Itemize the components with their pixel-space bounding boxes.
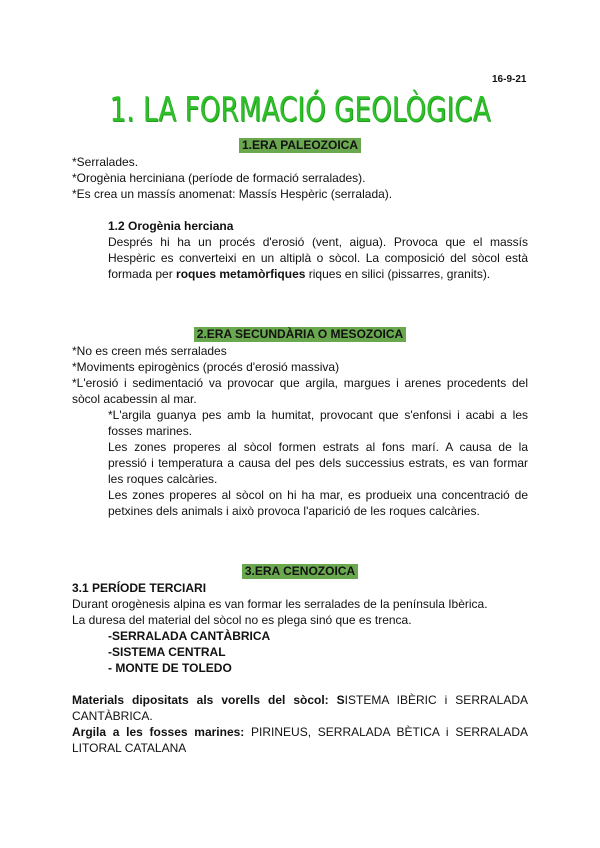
list-item: -SISTEMA CENTRAL — [108, 645, 226, 659]
paragraph-line: les roques calcàries. — [108, 472, 218, 486]
section-1-header-wrap — [0, 138, 600, 154]
list-item: *Es crea un massís anomenat: Massís Hespèric (serralada). — [72, 187, 393, 201]
paragraph-line: fosses marines. — [108, 424, 193, 438]
paragraph-line: pressió i temperatura a causa del pes dels successius estrats, es van formar — [108, 456, 528, 470]
page-title: 1. LA FORMACIÓ GEOLÒGICA — [109, 90, 491, 130]
section-2-header: 2.ERA SECUNDÀRIA O MESOZOICA — [194, 327, 406, 342]
paragraph-line: sòcol acabessin al mar. — [72, 392, 197, 406]
paragraph-line: petxines dels animals i això provoca l'aparició de les roques calcàries. — [108, 504, 480, 518]
section-3-header-wrap — [0, 564, 600, 580]
section-2-header-wrap — [0, 327, 600, 343]
bold-text: S — [328, 693, 345, 707]
paragraph-line — [72, 725, 528, 741]
list-item: *Orogènia herciniana (període de formació serralades). — [72, 171, 366, 185]
text: ISTEMA IBÈRIC i SERRALADA — [344, 693, 528, 707]
list-item: - MONTE DE TOLEDO — [108, 661, 232, 675]
argila-label: Argila a les fosses marines: — [72, 725, 245, 739]
paragraph-line: LITORAL CATALANA — [72, 741, 187, 755]
materials-label: Materials dipositats als vorells del sòcol: — [72, 693, 329, 707]
bold-text: roques metamòrfiques — [176, 267, 306, 281]
paragraph-line: Durant orogènesis alpina es van formar les serralades de la península Ibèrica. — [72, 597, 488, 611]
text: formada per — [108, 267, 177, 281]
text: PIRINEUS, SERRALADA BÈTICA i SERRALADA — [244, 725, 529, 739]
paragraph-line: Les zones properes al sòcol on hi ha mar, es produeix una concentració de — [108, 488, 528, 502]
date: 16-9-21 — [492, 74, 527, 85]
section-1-header: 1.ERA PALEOZOICA — [239, 138, 361, 153]
text: riques en silici (pissarres, granits). — [305, 267, 491, 281]
list-item: *No es creen més serralades — [72, 344, 227, 358]
paragraph-line: Hespèric es converteixi en un altiplà o sòcol. La composició del sòcol està — [108, 251, 528, 265]
paragraph-line: La duresa del material del sòcol no es plega sinó que es trenca. — [72, 613, 412, 627]
subsection-title: 1.2 Orogènia herciana — [108, 219, 234, 233]
paragraph-line: Després hi ha un procés d'erosió (vent, aigua). Provoca que el massís — [108, 235, 528, 249]
list-item: -SERRALADA CANTÀBRICA — [108, 629, 271, 643]
paragraph-line — [72, 693, 528, 709]
list-item: *Serralades. — [72, 155, 139, 169]
paragraph-line: *L'erosió i sedimentació va provocar que argila, margues i arenes procedents del — [72, 376, 528, 390]
paragraph-line: CANTÀBRICA. — [72, 709, 153, 723]
section-3-header: 3.ERA CENOZOICA — [242, 564, 358, 579]
paragraph-line — [108, 267, 528, 283]
paragraph-line: *L'argila guanya pes amb la humitat, provocant que s'enfonsi i acabi a les — [108, 408, 528, 422]
paragraph-line: Les zones properes al sòcol formen estrats al fons marí. A causa de la — [108, 440, 528, 454]
list-item: *Moviments epirogènics (procés d'erosió massiva) — [72, 360, 340, 374]
subsection-title: 3.1 PERÍODE TERCIARI — [72, 581, 207, 595]
